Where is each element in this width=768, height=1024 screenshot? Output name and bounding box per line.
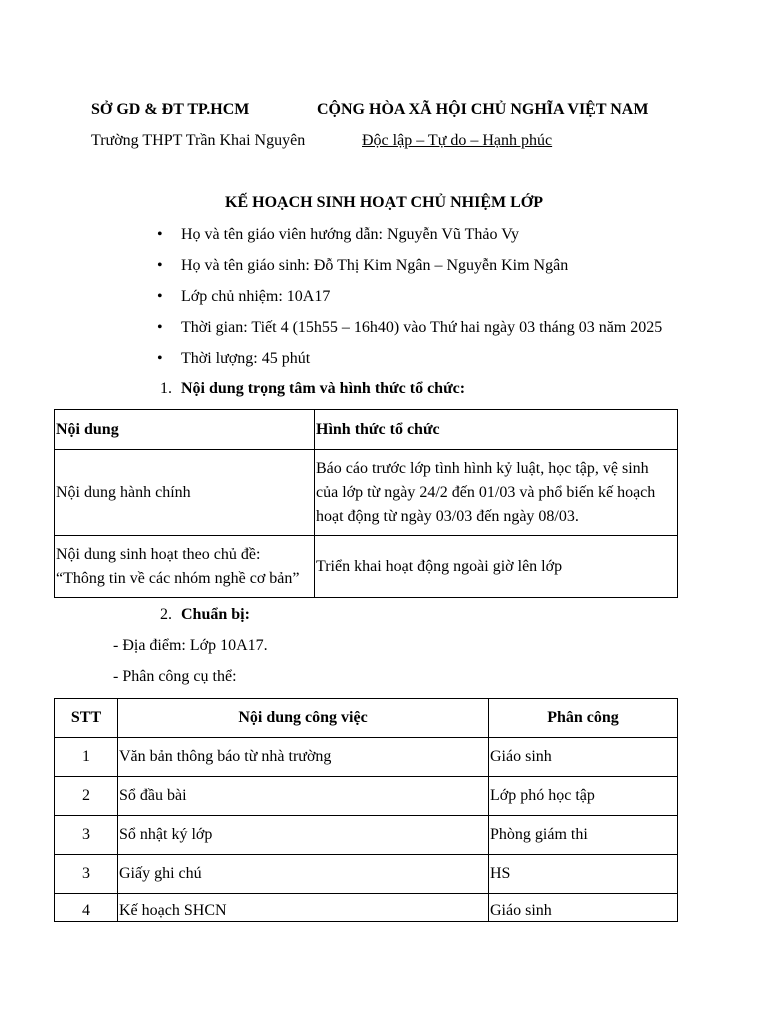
info-item-duration: • Thời lượng: 45 phút	[156, 348, 662, 379]
info-item-class: • Lớp chủ nhiệm: 10A17	[156, 286, 662, 317]
cell-line: Nội dung sinh hoạt theo chủ đề:	[56, 545, 261, 563]
section-2-number: 2.	[160, 606, 172, 623]
info-list	[156, 224, 662, 379]
document-title: KẾ HOẠCH SINH HOẠT CHỦ NHIỆM LỚP	[225, 194, 543, 211]
cell-line: của lớp từ ngày 24/2 đến 01/03 và phổ biến kế hoạch	[316, 483, 656, 501]
cell-line: Báo cáo trước lớp tình hình kỷ luật, học tập, vệ sinh	[316, 459, 649, 477]
assignee-cell: Giáo sinh	[489, 894, 678, 922]
info-item-students: • Họ và tên giáo sinh: Đỗ Thị Kim Ngân – Nguyễn Kim Ngân	[156, 255, 662, 286]
assignee-cell: HS	[489, 855, 678, 894]
table-header-cell: Hình thức tổ chức	[315, 410, 678, 450]
section-1-heading: Nội dung trọng tâm và hình thức tổ chức:	[181, 380, 466, 397]
content-form-table	[54, 409, 678, 598]
table-header-row	[55, 699, 678, 738]
task-cell: Sổ nhật ký lớp	[118, 816, 489, 855]
info-item-time: • Thời gian: Tiết 4 (15h55 – 16h40) vào Thứ hai ngày 03 tháng 03 năm 2025	[156, 317, 662, 348]
table-header-cell: Phân công	[489, 699, 678, 738]
national-title: CỘNG HÒA XÃ HỘI CHỦ NGHĨA VIỆT NAM	[317, 101, 649, 118]
task-cell: Văn bản thông báo từ nhà trường	[118, 738, 489, 777]
table-row	[55, 777, 678, 816]
stt-cell: 3	[55, 816, 118, 855]
table-cell: Nội dung hành chính	[55, 450, 315, 536]
section-2-heading: Chuẩn bị:	[181, 606, 250, 623]
table-header-cell: Nội dung	[55, 410, 315, 450]
table-row	[55, 450, 678, 536]
cell-line: hoạt động từ ngày 03/03 đến ngày 08/03.	[316, 507, 579, 525]
prep-assignment: - Phân công cụ thể:	[113, 668, 237, 685]
table-cell: Triển khai hoạt động ngoài giờ lên lớp	[315, 536, 678, 598]
task-cell: Kế hoạch SHCN	[118, 894, 489, 922]
prep-location: - Địa điểm: Lớp 10A17.	[113, 637, 268, 654]
section-1-number: 1.	[160, 380, 172, 397]
table-row	[55, 894, 678, 922]
task-cell: Sổ đầu bài	[118, 777, 489, 816]
info-item-instructor: • Họ và tên giáo viên hướng dẫn: Nguyễn Vũ Thảo Vy	[156, 224, 662, 255]
table-row	[55, 536, 678, 598]
stt-cell: 1	[55, 738, 118, 777]
stt-cell: 4	[55, 894, 118, 922]
cell-line: “Thông tin về các nhóm nghề cơ bản”	[56, 569, 300, 587]
table-row	[55, 855, 678, 894]
table-header-row	[55, 410, 678, 450]
table-cell	[55, 536, 315, 598]
assignee-cell: Phòng giám thi	[489, 816, 678, 855]
stt-cell: 3	[55, 855, 118, 894]
table-row	[55, 738, 678, 777]
national-motto: Độc lập – Tự do – Hạnh phúc	[362, 132, 553, 149]
task-cell: Giấy ghi chú	[118, 855, 489, 894]
table-header-cell: STT	[55, 699, 118, 738]
department-name: SỞ GD & ĐT TP.HCM	[91, 101, 250, 118]
assignment-table	[54, 698, 678, 922]
table-cell	[315, 450, 678, 536]
school-name: Trường THPT Trần Khai Nguyên	[91, 132, 306, 149]
table-header-cell: Nội dung công việc	[118, 699, 489, 738]
table-row	[55, 816, 678, 855]
assignee-cell: Giáo sinh	[489, 738, 678, 777]
stt-cell: 2	[55, 777, 118, 816]
assignee-cell: Lớp phó học tập	[489, 777, 678, 816]
